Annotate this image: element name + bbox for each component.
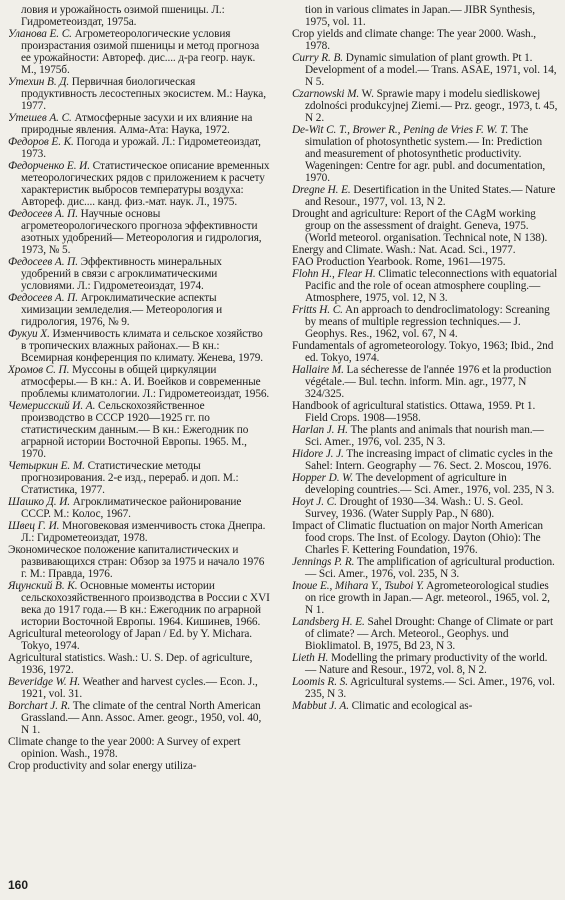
reference-text: Desertification in the United States.— Nature and Resour., 1977, vol. 13, N 2. — [305, 184, 556, 208]
reference-text: Drought of 1930—34. Wash.: U. S. Geol. Survey, 1936. (Water Supply Pap., N 680). — [305, 496, 524, 520]
reference-entry — [292, 700, 558, 712]
reference-entry — [292, 652, 558, 676]
reference-author: Хромов С. П. — [8, 364, 70, 376]
reference-text: The simulation of photosynthetic system.— In: Prediction and measurement of photosynthetic productivity. Wageningen: Centre for agr. publ. and documentation, 1970. — [305, 124, 546, 184]
reference-text: Сельскохозяйственное производство в СССР 1920—1925 гг. по статистическим данным.— В кн.: Ежегодник по аграрной истории Восточной Европы. 1965. М., 1970. — [21, 400, 249, 460]
reference-author: Яцунский В. К. — [8, 580, 78, 592]
reference-text: Climatic and ecological as- — [348, 700, 473, 712]
reference-author: Inoue E., Mihara Y., Tsuboi Y. — [292, 580, 424, 592]
reference-author: Федосеев А. П. — [8, 292, 78, 304]
reference-text: Агрометеорологические условия произрастания озимой пшеницы и метод прогноза ее урожайности: Автореф. дис.... д-ра геогр. наук. М., 1975б. — [21, 28, 260, 76]
reference-entry — [292, 520, 558, 556]
reference-author: Lieth H. — [292, 652, 329, 664]
reference-text: La sécheresse de l'année 1976 et la production végétale.— Bul. techn. inform. Min. agr., 1977, N 324/325. — [305, 364, 552, 400]
reference-entry — [292, 208, 558, 244]
reference-author: Утешев А. С. — [8, 112, 72, 124]
reference-author: Loomis R. S. — [292, 676, 348, 688]
reference-entry — [292, 364, 558, 400]
reference-text: Impact of Climatic fluctuation on major North American food crops. The Inst. of Ecology. Dayton (Ohio): The Charles F. Kettering Foundation, 1976. — [292, 520, 543, 556]
reference-entry — [292, 124, 558, 184]
reference-entry — [8, 544, 270, 580]
reference-text: Climatic teleconnections with equatorial Pacific and the role of ocean atmosphere coupling.— Atmosphere, 1975, vol. 12, N 3. — [305, 268, 558, 304]
reference-text: Modelling the primary productivity of the world.— Nature and Resour., 1972, vol. 8, N 2. — [305, 652, 548, 676]
reference-text: Атмосферные засухи и их влияние на природные явления. Алма-Ата: Наука, 1972. — [21, 112, 253, 136]
reference-text: Экономическое положение капиталистических и развивающихся стран: Обзор за 1975 и начало 1976 г. М.: Правда, 1976. — [8, 544, 265, 580]
reference-text: Energy and Climate. Wash.: Nat. Acad. Sci., 1977. — [292, 244, 516, 256]
reference-text: The climate of the central North American Grassland.— Ann. Assoc. Amer. geogr., 1950, vol. 40, N 1. — [21, 700, 262, 736]
reference-text: Эффективность минеральных удобрений в связи с агроклиматическими условиями. Л.: Гидрометеоиздат, 1974. — [21, 256, 222, 292]
reference-entry — [292, 496, 558, 520]
reference-text: Crop productivity and solar energy utiliza- — [8, 760, 197, 772]
reference-text: Статистическое описание временных метеорологических рядов с приложением к расчету характеристик выбросов температуры воздуха: Автореф. дис.... канд. физ.-мат. наук. Л., 1975. — [21, 160, 270, 208]
reference-entry — [8, 28, 270, 76]
reference-entry — [8, 400, 270, 460]
reference-text: The increasing impact of climatic cycles in the Sahel: Intern. Geography — 76. Sect. 2. Moscou, 1976. — [305, 448, 553, 472]
reference-author: Федосеев А. П. — [8, 256, 78, 268]
reference-author: Hopper D. W. — [292, 472, 354, 484]
reference-entry — [8, 676, 270, 700]
reference-text: tion in various climates in Japan.— JIBR Synthesis, 1975, vol. 11. — [305, 4, 535, 28]
reference-entry — [292, 4, 558, 28]
reference-text: Fundamentals of agrometeorology. Tokyo, 1963; Ibid., 2nd ed. Tokyo, 1974. — [292, 340, 554, 364]
reference-author: Jennings P. R. — [292, 556, 355, 568]
reference-text: Drought and agriculture: Report of the CAgM working group on the assessment of draight. Geneva, 1975. (World meteorol. organisation. Technical note, N 138). — [292, 208, 548, 244]
reference-text: Основные моменты истории сельскохозяйственного производства в России с XVI века до 1917 года.— В кн.: Ежегодник по аграрной истории Восточной Европы. 1964. Кишинев, 1966. — [21, 580, 270, 628]
reference-entry — [292, 52, 558, 88]
reference-author: Шашко Д. И. — [8, 496, 71, 508]
reference-entry — [8, 160, 270, 208]
reference-author: Borchart J. R. — [8, 700, 71, 712]
reference-author: Flohn H., Flear H. — [292, 268, 376, 280]
reference-entry — [8, 4, 270, 28]
reference-author: Czarnowski M. — [292, 88, 360, 100]
reference-text: W. Sprawie mapy i modelu siedliskowej zdolności produkcyjnej Ziemi.— Prz. geogr., 1973, t. 45, N 2. — [305, 88, 558, 124]
reference-entry — [292, 304, 558, 340]
reference-author: De-Wit C. T., Brower R., Pening de Vries F. W. T. — [292, 124, 509, 136]
reference-entry — [292, 400, 558, 424]
reference-text: The amplification of agricultural production.— Sci. Amer., 1976, vol. 235, N 3. — [305, 556, 555, 580]
reference-author: Уланова Е. С. — [8, 28, 72, 40]
reference-entry — [8, 580, 270, 628]
reference-entry — [8, 736, 270, 760]
reference-author: Фукуи Х. — [8, 328, 50, 340]
reference-author: Швец Г. И. — [8, 520, 60, 532]
reference-text: Погода и урожай. Л.: Гидрометеоиздат, 1973. — [21, 136, 261, 160]
reference-text: Агроклиматические аспекты химизации земледелия.— Метеорология и гидрология, 1976, № 9. — [21, 292, 223, 328]
reference-entry — [292, 244, 558, 256]
reference-entry — [8, 652, 270, 676]
reference-entry — [8, 628, 270, 652]
reference-author: Dregne H. E. — [292, 184, 351, 196]
reference-author: Федосеев А. П. — [8, 208, 78, 220]
reference-author: Федорченко Е. И. — [8, 160, 90, 172]
reference-text: Agrometeorological studies on rice growth in Japan.— Agr. meteorol., 1965, vol. 2, N 1. — [305, 580, 550, 616]
reference-entry — [8, 256, 270, 292]
reference-author: Harlan J. H. — [292, 424, 348, 436]
reference-text: Первичная биологическая продуктивность лесостепных экосистем. М.: Наука, 1977. — [21, 76, 266, 112]
reference-entry — [8, 496, 270, 520]
reference-text: Изменчивость климата и сельское хозяйство в тропических влажных районах.— В кн.: Всемирная конференция по климату. Женева, 1979. — [21, 328, 264, 364]
reference-author: Утехин В. Д. — [8, 76, 70, 88]
reference-entry — [292, 268, 558, 304]
reference-entry — [8, 364, 270, 400]
reference-entry — [292, 676, 558, 700]
reference-author: Hidore J. J. — [292, 448, 344, 460]
reference-text: FAO Production Yearbook. Rome, 1961—1975. — [292, 256, 506, 268]
reference-author: Landsberg H. E. — [292, 616, 365, 628]
reference-entry — [292, 28, 558, 52]
right-column — [292, 4, 558, 712]
reference-entry — [8, 292, 270, 328]
reference-author: Чемерисский И. А. — [8, 400, 96, 412]
reference-author: Четыркин Е. М. — [8, 460, 85, 472]
reference-entry — [8, 112, 270, 136]
reference-entry — [292, 340, 558, 364]
reference-entry — [292, 184, 558, 208]
reference-entry — [8, 460, 270, 496]
reference-text: Статистические методы прогнозирования. 2-е изд., перераб. и доп. М.: Статистика, 1977. — [21, 460, 239, 496]
reference-entry — [292, 88, 558, 124]
reference-text: Agricultural meteorology of Japan / Ed. by Y. Michara. Tokyo, 1974. — [8, 628, 253, 652]
reference-entry — [292, 556, 558, 580]
reference-text: The development of agriculture in developing countries.— Sci. Amer., 1976, vol. 235, N 3. — [305, 472, 555, 496]
reference-entry — [292, 256, 558, 268]
reference-entry — [8, 208, 270, 256]
reference-author: Hallaire M. — [292, 364, 344, 376]
reference-entry — [8, 136, 270, 160]
reference-author: Mabbut J. A. — [292, 700, 349, 712]
reference-text: Agricultural statistics. Wash.: U. S. Dep. of agriculture, 1936, 1972. — [8, 652, 253, 676]
reference-text: Агроклиматическое районирование СССР. М.: Колос, 1967. — [21, 496, 242, 520]
reference-text: The plants and animals that nourish man.— Sci. Amer., 1976, vol. 235, N 3. — [305, 424, 544, 448]
reference-author: Fritts H. C. — [292, 304, 343, 316]
reference-entry — [292, 580, 558, 616]
reference-text: Sahel Drought: Change of Climate or part of climate? — Arch. Meteorol., Geophys. und Bioklimatol. B, 1975, Bd 23, N 3. — [305, 616, 553, 652]
reference-entry — [292, 448, 558, 472]
reference-entry — [8, 700, 270, 736]
reference-entry — [8, 760, 270, 772]
reference-entry — [8, 520, 270, 544]
reference-text: ловия и урожайность озимой пшеницы. Л.: Гидрометеоиздат, 1975а. — [21, 4, 225, 28]
reference-entry — [292, 616, 558, 652]
reference-text: Crop yields and climate change: The year 2000. Wash., 1978. — [292, 28, 537, 52]
reference-entry — [8, 76, 270, 112]
page-number: 160 — [8, 878, 29, 892]
reference-text: Многовековая изменчивость стока Днепра. Л.: Гидрометеоиздат, 1978. — [21, 520, 266, 544]
reference-text: An approach to dendroclimatology: Screaning by means of multiple regression techniques.— J. Geophys. Res., 1962, vol. 67, N 4. — [305, 304, 550, 340]
reference-text: Climate change to the year 2000: A Survey of expert opinion. Wash., 1978. — [8, 736, 241, 760]
reference-author: Федоров Е. К. — [8, 136, 74, 148]
reference-entry — [292, 424, 558, 448]
reference-text: Agricultural systems.— Sci. Amer., 1976, vol. 235, N 3. — [305, 676, 555, 700]
reference-text: Научные основы агрометеорологического прогноза эффективности азотных удобрений— Метеорология и гидрология, 1973, № 5. — [21, 208, 262, 256]
left-column — [8, 4, 270, 772]
reference-author: Curry R. B. — [292, 52, 343, 64]
reference-author: Hoyt J. C. — [292, 496, 337, 508]
reference-text: Муссоны в общей циркуляции атмосферы.— В кн.: А. И. Воейков и современные проблемы климатологии. Л.: Гидрометеоиздат, 1956. — [21, 364, 270, 400]
reference-text: Handbook of agricultural statistics. Ottawa, 1959. Pt 1. Field Crops. 1908—1958. — [292, 400, 536, 424]
reference-entry — [8, 328, 270, 364]
reference-entry — [292, 472, 558, 496]
reference-text: Weather and harvest cycles.— Econ. J., 1921, vol. 31. — [21, 676, 258, 700]
reference-author: Beveridge W. H. — [8, 676, 81, 688]
reference-text: Dynamic simulation of plant growth. Pt 1. Development of a model.— Trans. ASAE, 1971, vol. 14, N 5. — [305, 52, 557, 88]
